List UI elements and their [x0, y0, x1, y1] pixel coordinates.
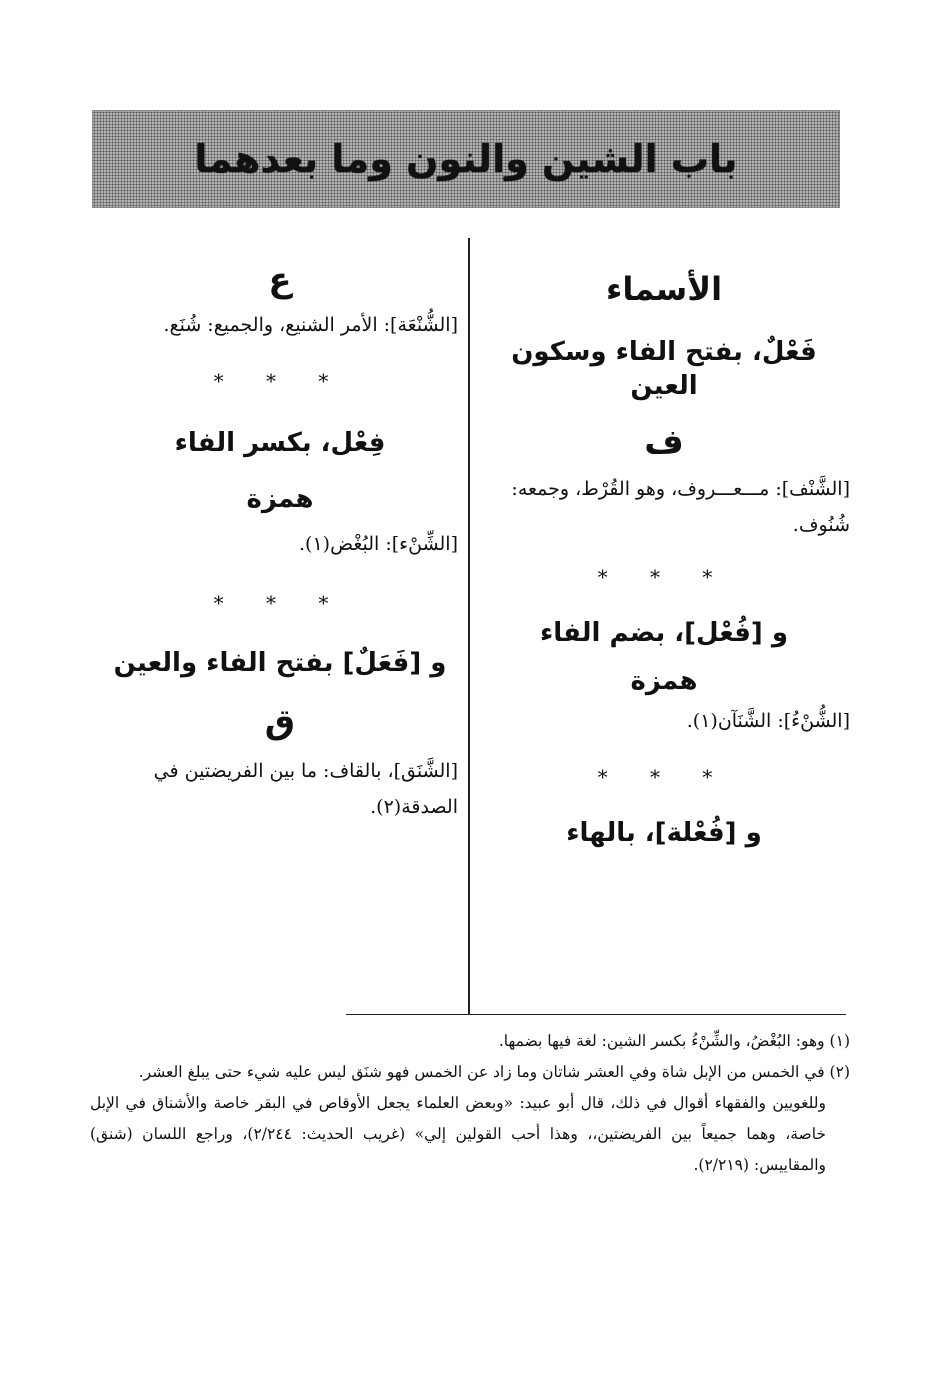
pattern-heading: و [فُعْل]، بضم الفاء: [539, 617, 789, 648]
right-column: [478, 250, 850, 850]
dictionary-entry: [الشُّنْعَة]: الأمر الشنيع، والجميع: شُنَع.: [163, 313, 458, 336]
section-separator: * * *: [213, 368, 347, 393]
chapter-title: باب الشين والنون وما بعدهما: [194, 137, 738, 181]
letter-heading: ق: [264, 702, 296, 743]
pattern-heading: فِعْل، بكسر الفاء: [174, 427, 386, 458]
letter-heading: همزة: [630, 665, 698, 696]
dictionary-entry: [الشَّنْف]: مـــعـــروف، وهو القُرْط، وجمعه: شُنُوف.: [511, 477, 850, 536]
letter-heading: ع: [268, 260, 292, 300]
section-separator: * * *: [597, 764, 731, 789]
dictionary-entry: [الشِّنْء]: البُغْض(١).: [298, 533, 458, 556]
dictionary-entry: [الشُّنْءُ]: الشَّنَآن(١).: [686, 709, 850, 732]
section-title: الأسماء: [605, 270, 723, 308]
pattern-heading: فَعْلٌ، بفتح الفاء وسكون العين: [511, 337, 817, 402]
footnote-rule: [346, 1014, 846, 1015]
pattern-heading: و [فُعْلة]، بالهاء: [566, 817, 762, 848]
column-divider: [468, 238, 470, 1014]
letter-heading: همزة: [246, 483, 314, 514]
section-separator: * * *: [213, 590, 347, 615]
chapter-banner: [92, 110, 840, 208]
dictionary-entry: [الشَّنَق]، بالقاف: ما بين الفريضتين في الصدقة(٢).: [153, 760, 458, 819]
left-column: [102, 250, 458, 825]
pattern-heading: و [فَعَلٌ] بفتح الفاء والعين: [113, 647, 447, 678]
footnote: وللغويين والفقهاء أقوال في ذلك، قال أبو عبيد: «وبعض العلماء يجعل الأوقاص في البقر خاصة والأشناق في الإبل خاصة، وهما جميعاً بين الفريضتين،، وهذا أحب القولين إلي» (غريب الحديث: ٢/٢٤٤)، وراجع اللسان (شنق) والمقاييس: (٢/٢١٩).: [90, 1094, 827, 1174]
footnote: (٢) في الخمس من الإبل شاة وفي العشر شاتان وما زاد عن الخمس فهو شنَق ليس عليه شيء حتى يبلغ العشر.: [138, 1063, 850, 1081]
footnote: (١) وهو: البُغْضُ، والشِّنْءُ بكسر الشين: لغة فيها بضمها.: [498, 1032, 850, 1050]
section-separator: * * *: [597, 564, 731, 589]
footnotes: [90, 1026, 850, 1181]
letter-heading: ف: [644, 421, 684, 462]
